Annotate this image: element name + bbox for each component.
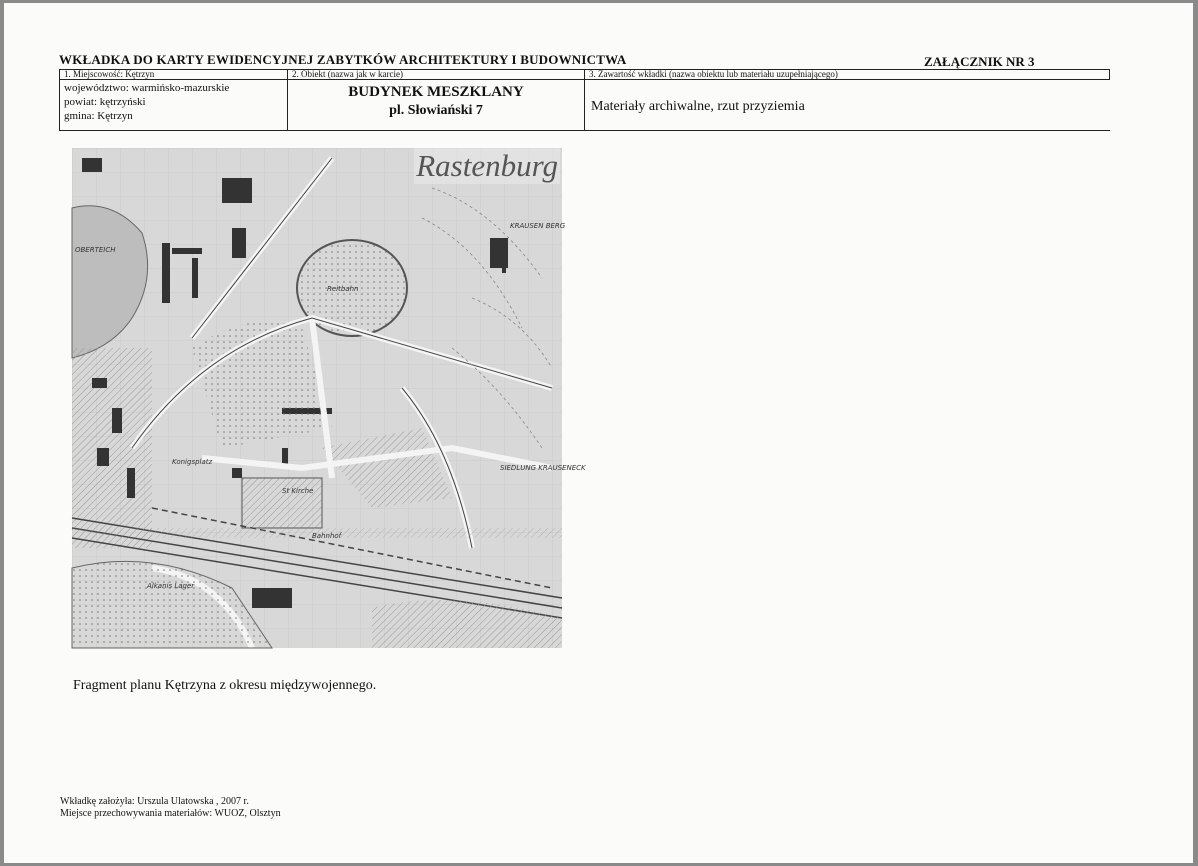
map-title: Rastenburg	[416, 148, 558, 183]
table-border-left	[59, 69, 60, 131]
map-label-krausen-berg: KRAUSEN BERG	[510, 222, 566, 230]
historic-city-map	[72, 148, 586, 648]
commune: gmina: Kętrzyn	[64, 110, 133, 122]
footer-storage: Miejsce przechowywania materiałów: WUOZ, Olsztyn	[60, 808, 281, 819]
map-label-bahnhof: Bahnhof	[312, 532, 342, 540]
map-label-reitbahn: Reitbahn	[327, 285, 359, 293]
place-label: 1. Miejscowość: Kętrzyn	[64, 69, 155, 79]
voivodeship: województwo: warmińsko-mazurskie	[64, 82, 230, 94]
header-table	[59, 69, 1110, 131]
document-title: WKŁADKA DO KARTY EWIDENCYJNEJ ZABYTKÓW ARCHITEKTURY I BUDOWNICTWA	[59, 52, 627, 67]
map-caption: Fragment planu Kętrzyna z okresu międzywojennego.	[73, 678, 377, 693]
document-sheet	[4, 3, 1193, 863]
object-address: pl. Słowiański 7	[389, 103, 483, 118]
content-label: 3. Zawartość wkładki (nazwa obiektu lub materiału uzupełniającego)	[589, 69, 838, 79]
footer-author: Wkładkę założyła: Urszula Ulatowska , 2007 r.	[60, 796, 249, 807]
map-label-siedlung: SIEDLUNG KRAUSENECK	[500, 464, 586, 472]
content-value: Materiały archiwalne, rzut przyziemia	[591, 99, 805, 114]
object-name: BUDYNEK MESZKLANY	[348, 84, 524, 100]
map-drawing	[72, 148, 586, 648]
county: powiat: kętrzyński	[64, 96, 146, 108]
map-label-konigsplatz: Konigsplatz	[172, 458, 213, 466]
table-divider-2	[584, 69, 585, 131]
attachment-number: ZAŁĄCZNIK NR 3	[924, 54, 1035, 69]
map-label-oberteich: OBERTEICH	[75, 246, 116, 254]
map-label-lager: Alkanis Lager	[147, 582, 195, 590]
object-label: 2. Obiekt (nazwa jak w karcie)	[292, 69, 403, 79]
map-label-kirche: St Kirche	[282, 487, 314, 495]
